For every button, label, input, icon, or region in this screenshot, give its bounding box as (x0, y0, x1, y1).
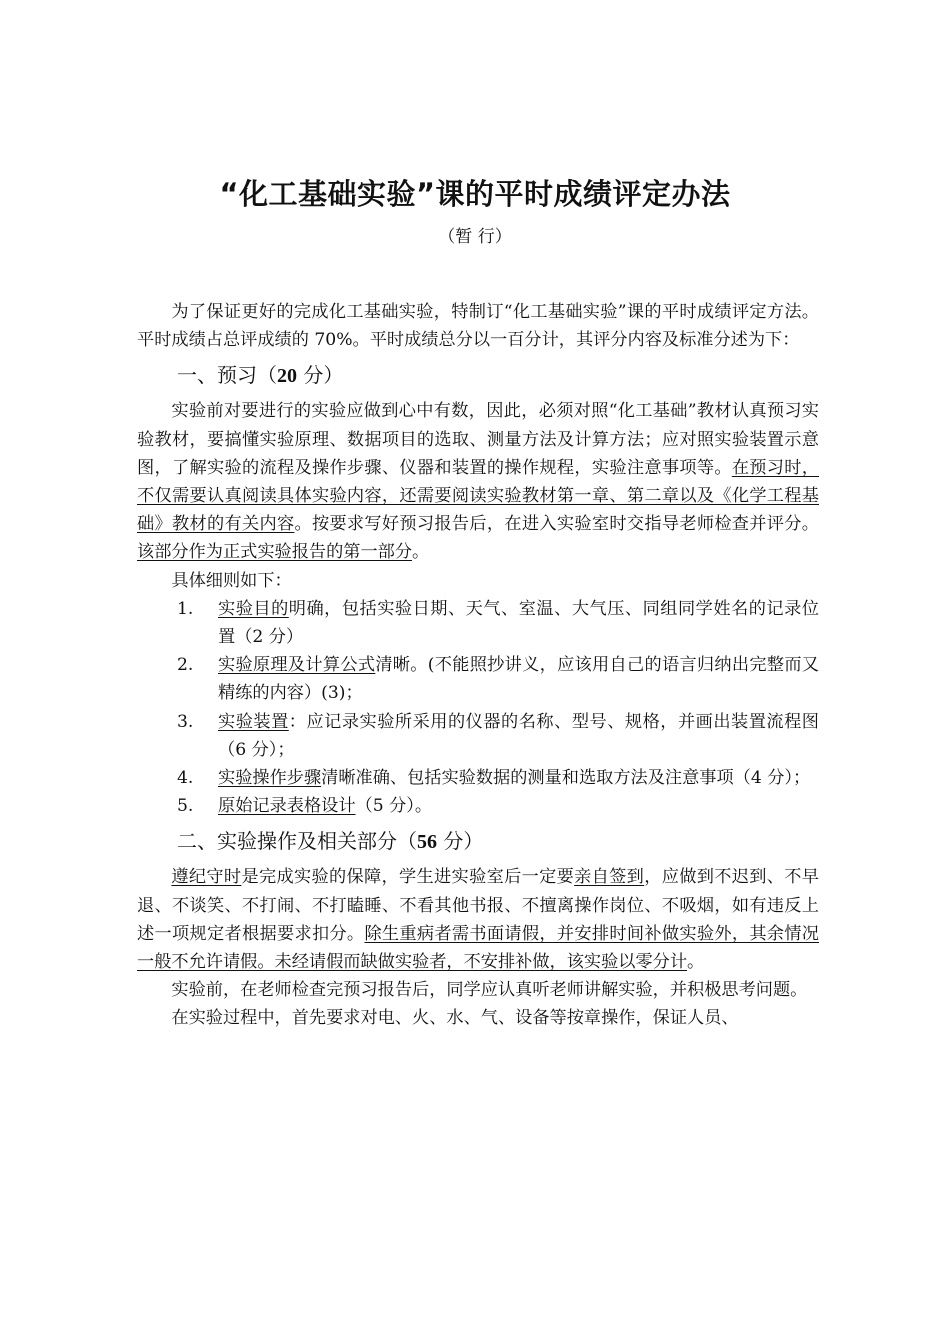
section2-underline-3: 除生重病者需书面请假，并安排时间补做实验外，其余情况一般不允许请假。未经请假而缺做实验者，不安排补做，该实验以零分计 (137, 923, 819, 973)
document-body (137, 298, 819, 1033)
section2-text-c: 。 (687, 952, 705, 973)
item-text: ：应记录实验所采用的仪器的名称、型号、规格，并画出装置流程图（6 分）； (218, 711, 819, 760)
section2-paragraph-2: 实验前，在老师检查完预习报告后，同学应认真听老师讲解实验，并积极思考问题。 (171, 980, 808, 1001)
list-item (137, 792, 819, 820)
section2-text-b: ，应做到不迟到、不早退、不谈笑、不打闹、不打瞌睡、不看其他书报、不擅离操作岗位、不吸烟，如有违反上述一项规定者根据要求扣分。 (137, 867, 819, 944)
section1-underline-1: 在预习时，不仅需要认真阅读具体实验内容，还需要阅读实验教材第一章、第二章以及《化学工程基础》教材的有关内容 (137, 457, 819, 535)
section2-underline-2: 亲自签到 (574, 867, 645, 888)
document-title: “化工基础实验”课的平时成绩评定办法 (219, 177, 731, 211)
section1-text-b: 。按要求写好预习报告后，在进入实验室时交指导老师检查并评分。 (294, 514, 819, 535)
list-item (137, 708, 819, 764)
section1-text-a: 实验前对要进行的实验应做到心中有数，因此，必须对照“化工基础”教材认真预习实验教材，要搞懂实验原理、数据项目的选取、测量方法及计算方法；应对照实验装置示意图，了解实验的流程及操作步骤、仪器和装置的操作规程，实验注意事项等。 (137, 401, 819, 478)
item-keyword: 实验操作步骤 (218, 768, 322, 789)
item-number: 4. (177, 768, 194, 789)
intro-paragraph: 为了保证更好的完成化工基础实验，特制订“化工基础实验”课的平时成绩评定方法。平时成绩占总评成绩的 70%。平时成绩总分以一百分计，其评分内容及标准分述为下： (137, 302, 819, 351)
details-intro: 具体细则如下： (171, 570, 292, 591)
item-keyword: 实验原理及计算公式 (218, 655, 376, 676)
document-subtitle: （暂 行） (438, 227, 512, 247)
item-keyword: 原始记录表格设计 (218, 796, 356, 817)
section2-heading (137, 826, 819, 857)
section2-underline-1: 遵纪守时 (171, 867, 242, 888)
section1-heading-end: 分） (297, 363, 344, 388)
item-text: （5 分）。 (355, 796, 433, 817)
item-number: 5. (177, 796, 194, 817)
section1-underline-2: 该部分作为正式实验报告的第一部分 (137, 542, 413, 563)
section1-heading (137, 360, 819, 391)
item-number: 3. (177, 711, 194, 732)
list-item (137, 595, 819, 651)
section1-paragraph (137, 397, 819, 566)
item-text: 清晰准确、包括实验数据的测量和选取方法及注意事项（4 分）； (321, 768, 811, 789)
section2-heading-end: 分） (437, 829, 484, 854)
section1-heading-text: 一、预习（ (177, 363, 277, 388)
list-item (137, 764, 819, 792)
item-keyword: 实验目的 (218, 598, 289, 619)
section2-paragraph-3: 在实验过程中，首先要求对电、火、水、气、设备等按章操作，保证人员、 (171, 1008, 739, 1029)
section1-points: 20 (277, 365, 297, 388)
section2-points: 56 (417, 831, 437, 854)
section2-text-a: 是完成实验的保障，学生进实验室后一定要 (241, 867, 575, 888)
item-text: 明确，包括实验日期、天气、室温、大气压、同组同学姓名的记录位置（2 分） (218, 598, 819, 648)
section1-text-c: 。 (412, 542, 430, 563)
item-keyword: 实验装置 (218, 711, 289, 732)
criteria-list (137, 595, 819, 821)
list-item (137, 651, 819, 707)
item-number: 2. (177, 655, 194, 676)
item-number: 1. (177, 598, 194, 619)
section2-paragraph-1 (137, 863, 819, 976)
item-text: 清晰。(不能照抄讲义，应该用自己的语言归纳出完整而又精练的内容）(3)； (218, 655, 819, 704)
section2-heading-text: 二、实验操作及相关部分（ (177, 829, 417, 854)
